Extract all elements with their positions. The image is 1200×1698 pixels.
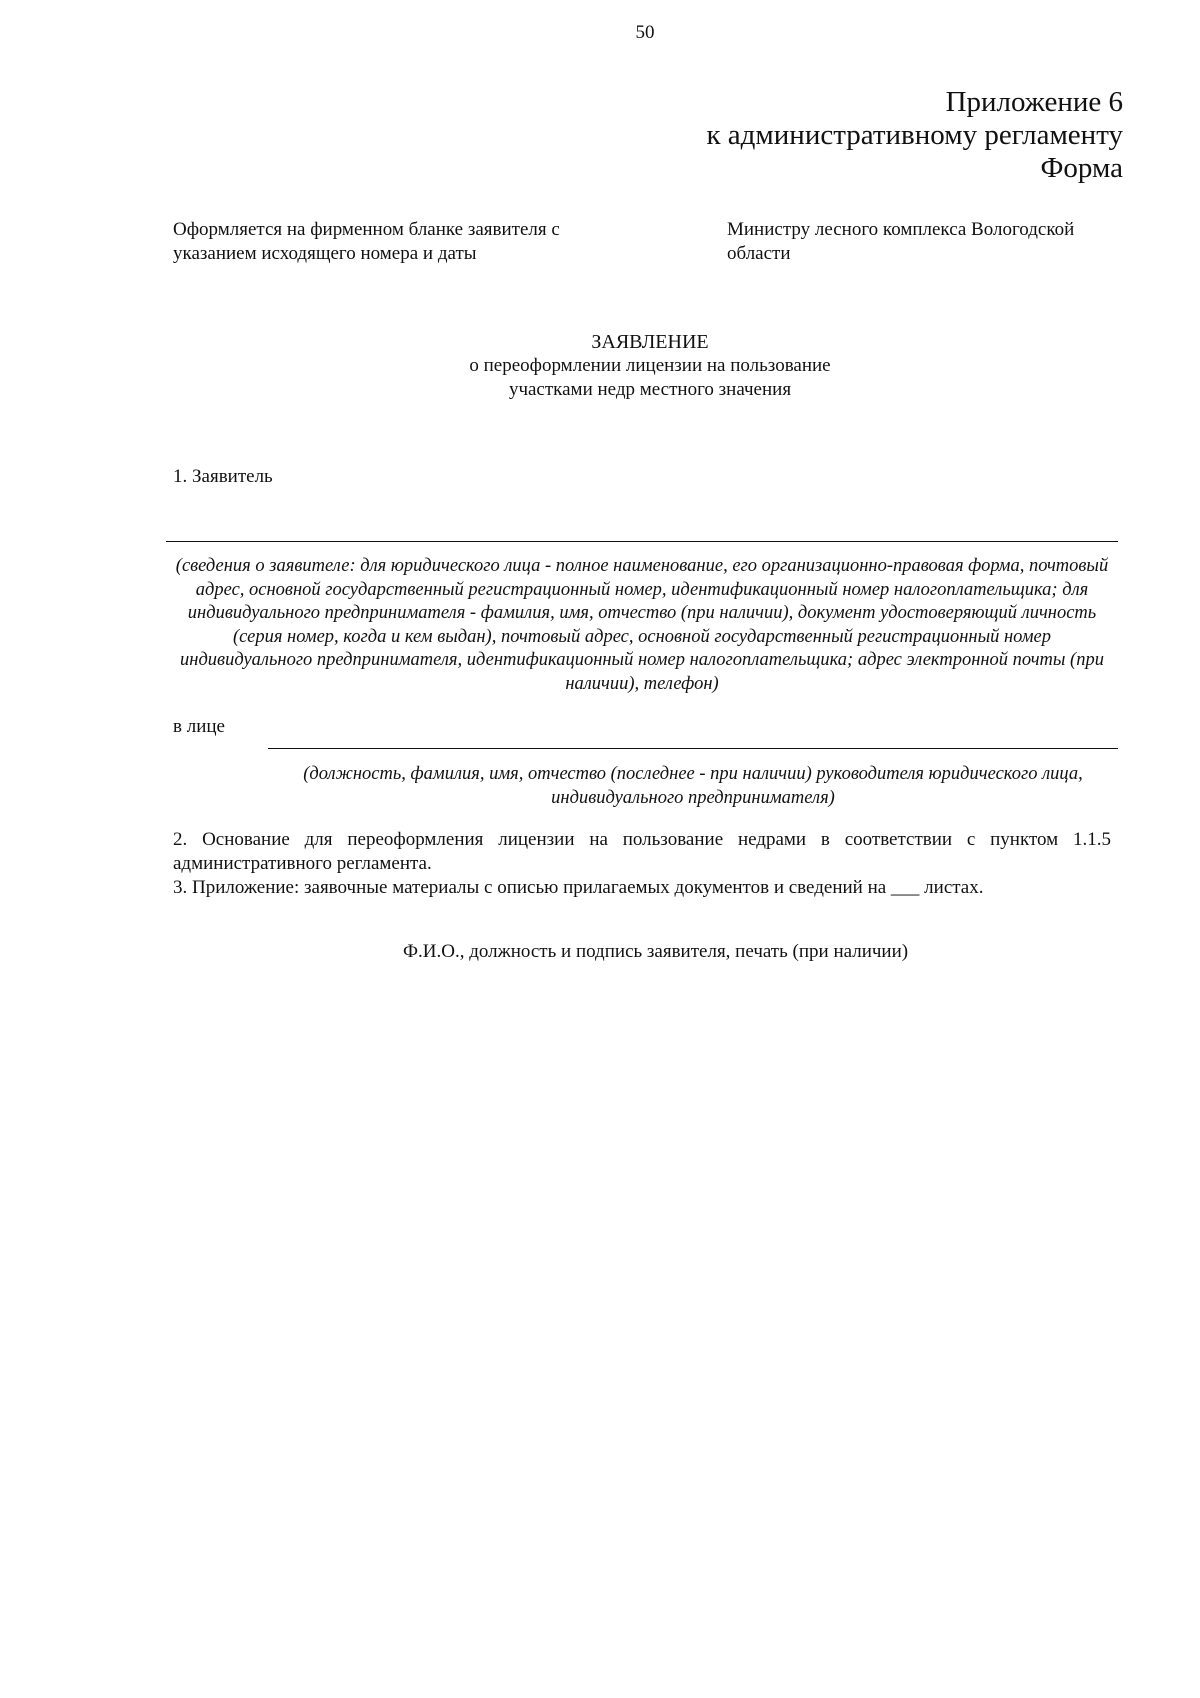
document-subtitle-line-1: о переоформлении лицензии на пользование	[469, 355, 831, 376]
appendix-header	[706, 86, 1123, 185]
letterhead-note: Оформляется на фирменном бланке заявителя с указанием исходящего номера и даты	[173, 219, 560, 264]
applicant-fill-line[interactable]	[166, 541, 1118, 542]
appendix-line-1: Приложение 6	[945, 86, 1123, 118]
applicant-hint: (сведения о заявителе: для юридического лица - полное наименование, его организационно-правовая форма, почтовый адрес, основной государственный регистрационный номер, идентификационный номер налогоплательщика; для индивидуального предпринимателя - фамилия, имя, отчество (при наличии), документ удостоверяющий личность (серия номер, когда и кем выдан), почтовый адрес, основной государственный регистрационный номер индивидуального предпринимателя, идентификационный номер налогоплательщика; адрес электронной почты (при наличии), телефон)	[175, 556, 1109, 694]
section-applicant-label: 1. Заявитель	[173, 466, 273, 487]
appendix-line-2: к административному регламенту	[706, 119, 1123, 151]
page-number: 50	[635, 22, 655, 43]
signature-note: Ф.И.О., должность и подпись заявителя, печать (при наличии)	[403, 941, 909, 962]
appendix-line-3: Форма	[1040, 152, 1123, 184]
representative-hint: (должность, фамилия, имя, отчество (последнее - при наличии) руководителя юридического лица, индивидуального предпринимателя)	[303, 764, 1083, 808]
body-paragraphs	[173, 828, 1111, 900]
document-subtitle-line-2: участками недр местного значения	[508, 379, 792, 400]
document-title: ЗАЯВЛЕНИЕ	[591, 331, 709, 353]
paragraph-basis: 2. Основание для переоформления лицензии на пользование недрами в соответствии с пунктом 1.1.5 административного регламента.	[173, 829, 1111, 874]
representative-fill-line[interactable]	[268, 748, 1118, 749]
document-title-block	[340, 330, 960, 402]
addressee: Министру лесного комплекса Вологодской области	[727, 219, 1075, 264]
paragraph-attachment: 3. Приложение: заявочные материалы с описью прилагаемых документов и сведений на ___ листах.	[173, 877, 984, 898]
in-person-label: в лице	[173, 716, 225, 737]
